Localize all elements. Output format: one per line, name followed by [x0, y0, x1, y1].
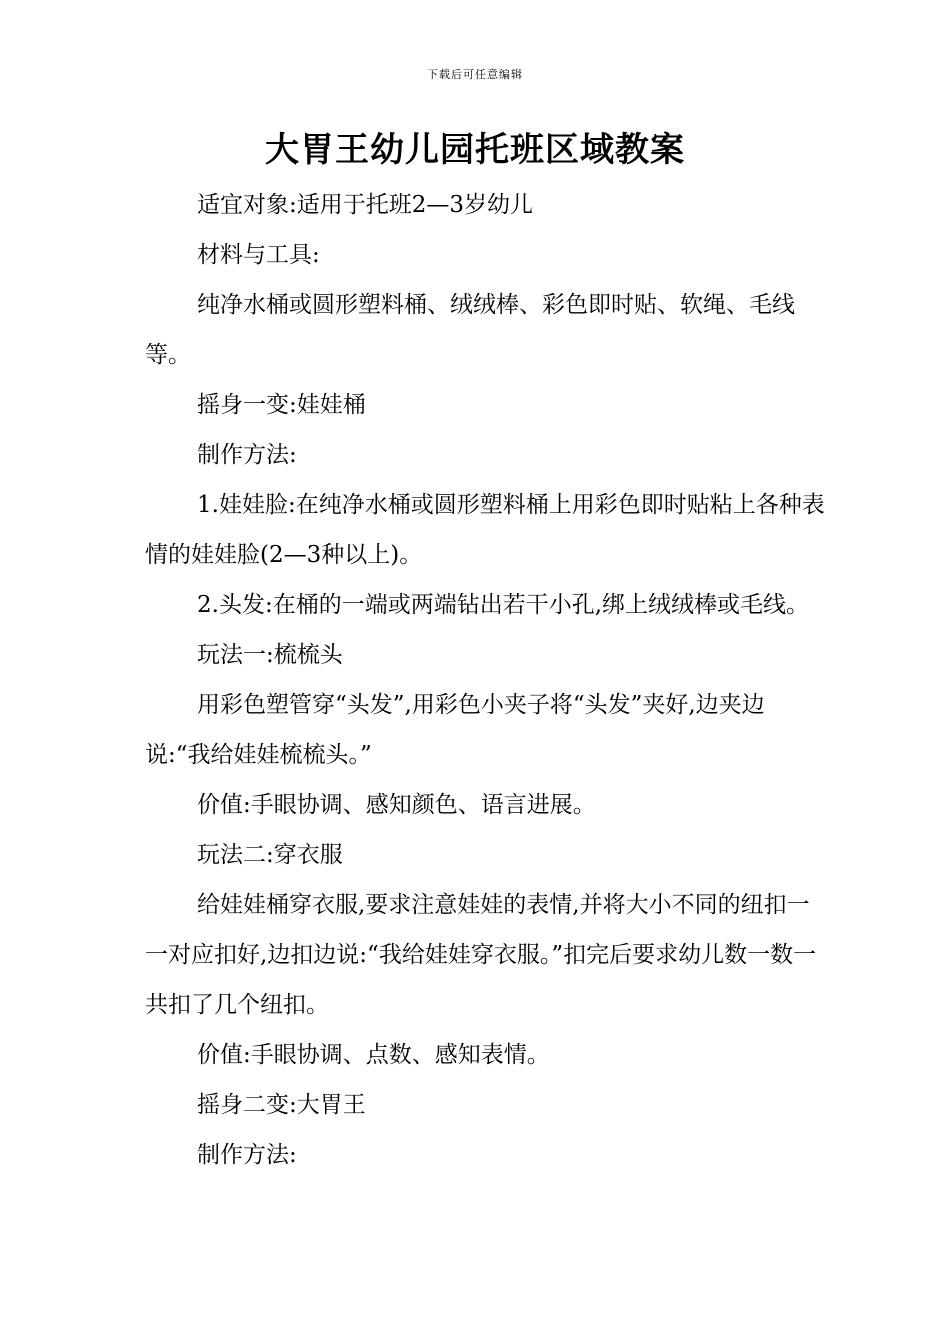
- paragraph-transform-two: 摇身二变:大胃王: [197, 1092, 366, 1118]
- document-title: 大胃王幼儿园托班区域教案: [265, 130, 685, 170]
- paragraph-play-two-body: 给娃娃桶穿衣服,要求注意娃娃的表情,并将大小不同的纽扣一一对应扣好,边扣边说:“我给娃娃穿衣服。”扣完后要求幼儿数一数一共扣了几个纽扣。: [145, 892, 817, 1018]
- paragraph-transform-one: 摇身一变:娃娃桶: [197, 392, 366, 418]
- paragraph-play-two-heading: 玩法二:穿衣服: [197, 842, 343, 868]
- paragraph-materials-heading: 材料与工具:: [197, 242, 320, 268]
- paragraph-method-heading-two: 制作方法:: [197, 1142, 297, 1168]
- document-body: [145, 180, 825, 1180]
- header-note: 下载后可任意编辑: [427, 68, 523, 81]
- paragraph-play-one-heading: 玩法一:梳梳头: [197, 642, 343, 668]
- paragraph-materials-list: 纯净水桶或圆形塑料桶、绒绒棒、彩色即时贴、软绳、毛线等。: [145, 292, 795, 368]
- paragraph-play-one-body: 用彩色塑管穿“头发”,用彩色小夹子将“头发”夹好,边夹边说:“我给娃娃梳梳头。”: [145, 692, 765, 768]
- paragraph-suitable-audience: 适宜对象:适用于托班2—3岁幼儿: [197, 192, 534, 218]
- paragraph-play-one-value: 价值:手眼协调、感知颜色、语言进展。: [197, 792, 596, 818]
- paragraph-step-hair: 2.头发:在桶的一端或两端钻出若干小孔,绑上绒绒棒或毛线。: [197, 592, 810, 618]
- paragraph-method-heading: 制作方法:: [197, 442, 297, 468]
- paragraph-play-two-value: 价值:手眼协调、点数、感知表情。: [197, 1042, 550, 1068]
- paragraph-step-face: 1.娃娃脸:在纯净水桶或圆形塑料桶上用彩色即时贴粘上各种表情的娃娃脸(2—3种以上)。: [145, 492, 825, 568]
